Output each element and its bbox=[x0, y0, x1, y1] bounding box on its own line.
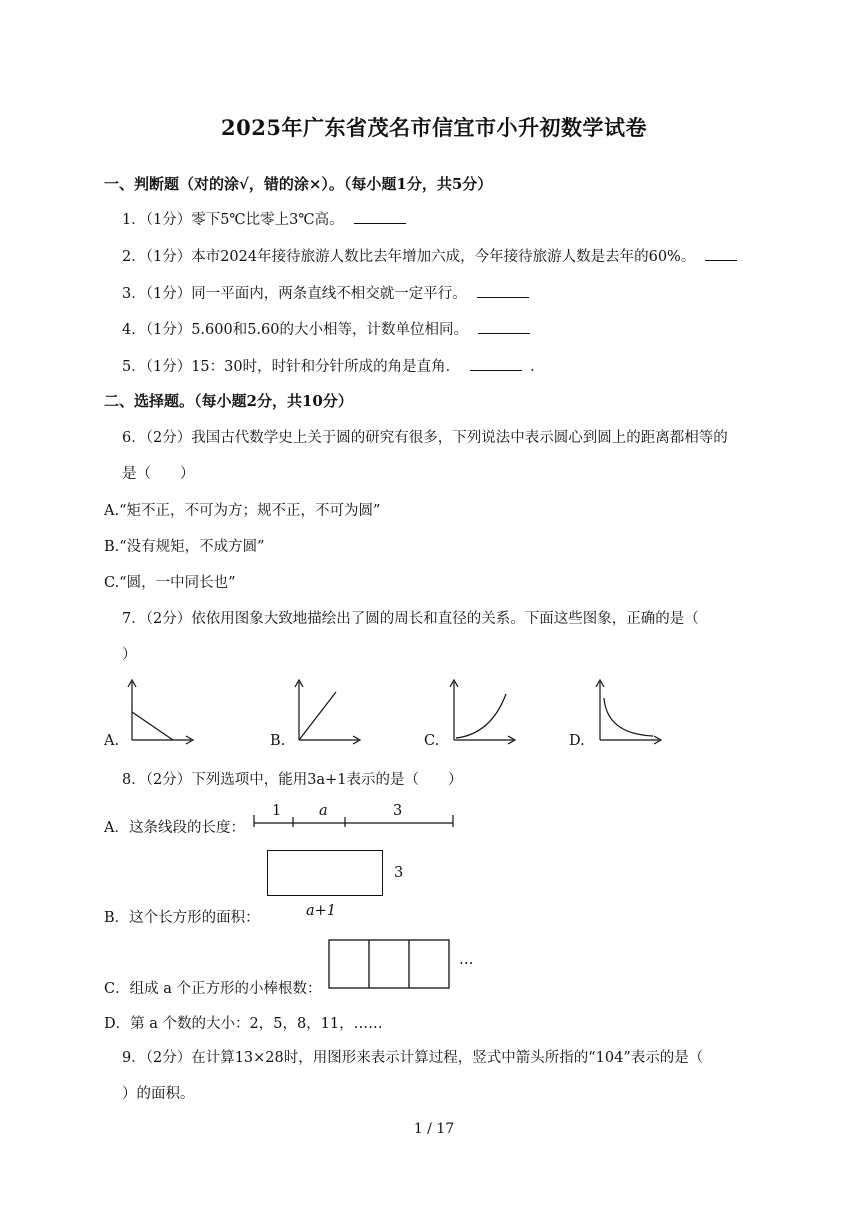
question-4: 4．（1分）5.600和5.60的大小相等，计数单位相同。 bbox=[122, 318, 530, 339]
question-5: 5．（1分）15：30时，时针和分针所成的角是直角． ． bbox=[122, 359, 545, 375]
matchstick-squares bbox=[328, 939, 452, 991]
question-6-option-c[interactable]: C.“圆，一中同长也” bbox=[104, 575, 236, 591]
question-7-option-c-label[interactable]: C. bbox=[424, 733, 440, 749]
answer-blank-2[interactable] bbox=[705, 248, 737, 261]
question-7-option-a-label[interactable]: A. bbox=[104, 733, 120, 749]
question-8-option-d[interactable]: D．第 a 个数的大小：2，5，8，11，…… bbox=[104, 1016, 383, 1032]
rectangle-side-label: 3 bbox=[394, 865, 404, 881]
answer-blank-3[interactable] bbox=[477, 285, 529, 298]
segment-diagram bbox=[250, 805, 460, 829]
page-title: 2025年广东省茂名市信宜市小升初数学试卷 bbox=[221, 115, 647, 140]
question-8-option-b[interactable]: B．这个长方形的面积： bbox=[104, 910, 260, 926]
question-8-option-c[interactable]: C．组成 a 个正方形的小棒根数： bbox=[104, 981, 322, 997]
question-1: 1．（1分）零下5℃比零上3℃高。 bbox=[122, 208, 406, 229]
question-6-line2: 是（ ） bbox=[122, 466, 195, 482]
question-7-line1: 7．（2分）依依用图象大致地描绘出了圆的周长和直径的关系。下面这些图象，正确的是（ bbox=[122, 611, 699, 627]
segment-label-a: a bbox=[319, 803, 328, 819]
graph-c-increasing-curve bbox=[447, 676, 522, 746]
segment-label-3: 3 bbox=[393, 803, 403, 819]
question-6-line1: 6．（2分）我国古代数学史上关于圆的研究有很多，下列说法中表示圆心到圆上的距离都相等的 bbox=[122, 430, 728, 446]
question-2: 2．（1分）本市2024年接待旅游人数比去年增加六成，今年接待旅游人数是去年的60%。 bbox=[122, 245, 737, 266]
graph-b-proportional-line bbox=[292, 676, 367, 746]
page-number: 1 / 17 bbox=[413, 1121, 455, 1137]
question-3: 3．（1分）同一平面内，两条直线不相交就一定平行。 bbox=[122, 282, 529, 303]
rectangle-shape bbox=[267, 850, 383, 896]
question-7-line2: ） bbox=[122, 647, 137, 663]
question-9-line1: 9．（2分）在计算13×28时，用图形来表示计算过程，竖式中箭头所指的“104”表示的是（ bbox=[122, 1050, 704, 1066]
question-7-option-b-label[interactable]: B. bbox=[270, 733, 286, 749]
question-8-line1: 8．（2分）下列选项中，能用3a+1表示的是（ ） bbox=[122, 772, 463, 788]
answer-blank-1[interactable] bbox=[354, 211, 406, 224]
segment-label-1: 1 bbox=[272, 803, 282, 819]
question-7-option-d-label[interactable]: D. bbox=[569, 733, 585, 749]
section-1-heading: 一、判断题（对的涂√，错的涂×）。（每小题1分，共5分） bbox=[104, 175, 493, 193]
question-9-line2: ）的面积。 bbox=[122, 1086, 195, 1102]
answer-blank-4[interactable] bbox=[478, 321, 530, 334]
graph-d-decreasing-curve bbox=[593, 676, 668, 746]
rectangle-bottom-label: a+1 bbox=[306, 903, 337, 919]
question-6-option-a[interactable]: A.“矩不正，不可为方；规不正，不可为圆” bbox=[104, 503, 381, 519]
question-8-option-a[interactable]: A．这条线段的长度： bbox=[104, 820, 245, 836]
question-6-option-b[interactable]: B.“没有规矩，不成方圆” bbox=[104, 539, 265, 555]
matchstick-ellipsis: … bbox=[459, 952, 474, 968]
section-2-heading: 二、选择题。（每小题2分，共10分） bbox=[104, 392, 353, 410]
graph-a-decreasing-line bbox=[125, 676, 200, 746]
answer-blank-5[interactable] bbox=[470, 358, 522, 371]
